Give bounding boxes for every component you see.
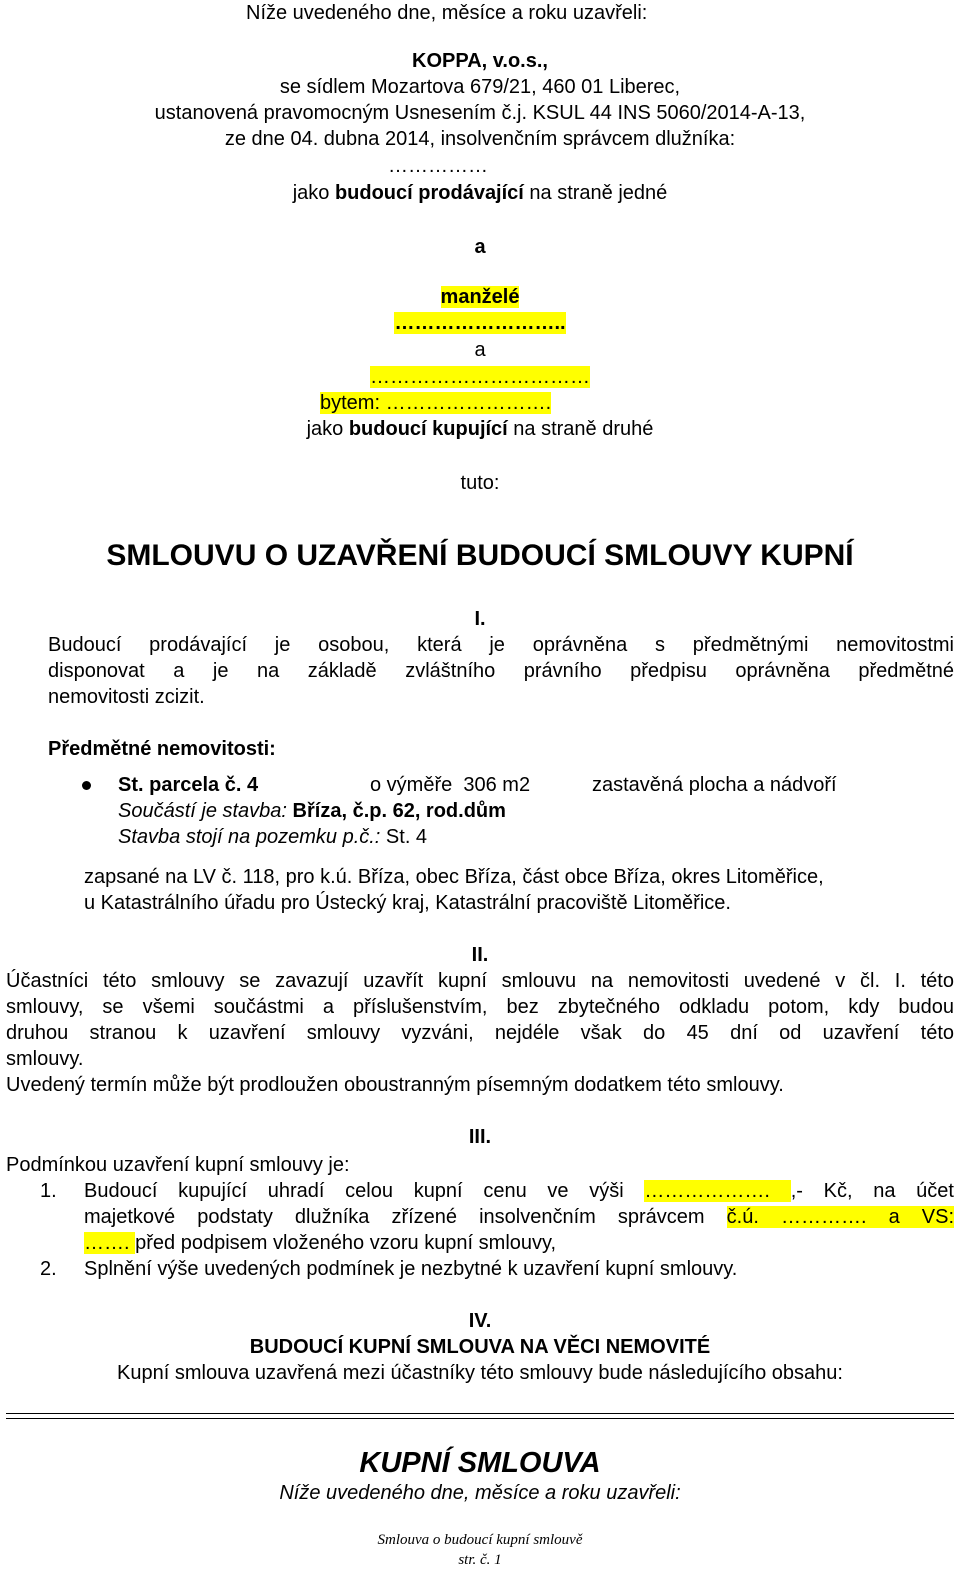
spouse2-blank <box>0 364 960 390</box>
item1-vs-blank: ……. <box>84 1232 136 1254</box>
section-2-line4: smlouvy. <box>6 1048 84 1070</box>
item1-number: 1. <box>40 1180 57 1202</box>
parcel-area: o výměře 306 m2 <box>370 774 531 796</box>
section-4-text: Kupní smlouva uzavřená mezi účastníky této smlouvy bude následujícího obsahu: <box>117 1362 843 1384</box>
registry-line1: zapsané na LV č. 118, pro k.ú. Bříza, obec Bříza, část obce Bříza, okres Litoměřice, <box>84 866 824 888</box>
section-3-heading: III. <box>468 1126 492 1148</box>
buyer-role-bold: budoucí kupující <box>348 418 508 440</box>
item2-number: 2. <box>40 1258 57 1280</box>
buyer-pre: jako <box>306 418 349 440</box>
contract-subtitle: Níže uvedeného dne, měsíce a roku uzavřeli: <box>279 1482 681 1504</box>
party1-date: ze dne 04. dubna 2014, insolvenčním správcem dlužníka: <box>224 128 736 150</box>
stands-label: Stavba stojí na pozemku p.č.: <box>118 826 386 848</box>
section-1-para-line3: nemovitosti zcizit. <box>48 686 205 708</box>
spouses-highlight: manželé <box>440 286 520 308</box>
footer-doc-name: Smlouva o budoucí kupní smlouvě <box>377 1532 583 1548</box>
contract-title: KUPNÍ SMLOUVA <box>359 1447 601 1479</box>
spouse2-highlight: …………………………… <box>370 366 590 388</box>
building-value: Bříza, č.p. 62, rod.dům <box>292 800 506 822</box>
buyer-post: na straně druhé <box>507 418 654 440</box>
seller-post: na straně jedné <box>523 182 668 204</box>
item1-line1 <box>84 1178 954 1204</box>
main-title: SMLOUVU O UZAVŘENÍ BUDOUCÍ SMLOUVY KUPNÍ <box>106 539 854 572</box>
section-1-para-line1: Budoucí prodávající je osobou, která je oprávněna s předmětnými nemovitostmi <box>48 634 954 656</box>
spouse1-blank <box>0 310 960 336</box>
item1-price-blank: ………………. <box>644 1180 791 1202</box>
spouse1-highlight: …………………….. <box>394 312 566 334</box>
section-1-para-line2: disponovat a je na základě zvláštního právního předpisu oprávněna předmětné <box>48 660 954 682</box>
item1-vs-label: a VS: <box>888 1206 955 1228</box>
item1-line3-post: před podpisem vloženého vzoru kupní smlouvy, <box>135 1232 557 1254</box>
spouses-label <box>0 284 960 310</box>
item1-account-blank: …………. <box>780 1206 889 1228</box>
section-2-line5: Uvedený termín může být prodloužen oboustranným písemným dodatkem této smlouvy. <box>6 1074 784 1096</box>
residence-blank: ……………………. <box>385 392 552 414</box>
section-2-line2: smlouvy, se všemi součástmi a příslušenstvím, bez zbytečného odkladu potom, kdy budou <box>6 996 954 1018</box>
item2-text: Splnění výše uvedených podmínek je nezbytné k uzavření kupní smlouvy. <box>84 1258 738 1280</box>
parcel-land-type: zastavěná plocha a nádvoří <box>592 774 837 796</box>
debtor-blank: …………… <box>388 155 488 177</box>
item1-account-label: č.ú. <box>726 1206 781 1228</box>
stands-value: St. 4 <box>385 826 428 848</box>
item1-line3 <box>84 1230 556 1256</box>
building-line <box>118 798 506 824</box>
section-2-heading: II. <box>471 944 489 966</box>
seller-role <box>0 180 960 206</box>
item1-line1-pre: Budoucí kupující uhradí celou kupní cenu ve výši <box>84 1180 645 1202</box>
conjunction-a: a <box>474 236 486 258</box>
item1-line2-pre: majetkové podstaty dlužníka zřízené insolvenčním správcem <box>84 1206 727 1228</box>
section-2-line3: druhou stranou k uzavření smlouvy vyzváni, nejdéle však do 45 dní od uzavření této <box>6 1022 954 1044</box>
parcel-label: St. parcela č. 4 <box>118 774 259 796</box>
section-1-heading: I. <box>474 608 486 630</box>
item1-line1-post: ,- Kč, na účet <box>790 1180 954 1202</box>
tuto-label: tuto: <box>460 472 500 494</box>
bullet-icon <box>82 781 91 790</box>
divider-bottom <box>6 1418 954 1419</box>
section-4-heading: IV. <box>468 1310 492 1332</box>
property-heading: Předmětné nemovitosti: <box>48 738 276 760</box>
seller-pre: jako <box>292 182 335 204</box>
section-3-intro: Podmínkou uzavření kupní smlouvy je: <box>6 1154 350 1176</box>
divider-top <box>6 1413 954 1414</box>
residence-label: bytem: <box>320 392 386 414</box>
party1-seat: se sídlem Mozartova 679/21, 460 01 Liberec, <box>279 76 681 98</box>
conjunction-a-2: a <box>474 339 486 361</box>
residence-line <box>320 390 551 416</box>
footer-page-number: str. č. 1 <box>458 1552 502 1568</box>
party1-name: KOPPA, v.o.s., <box>412 50 548 72</box>
stands-line <box>118 824 427 850</box>
section-2-line1: Účastníci této smlouvy se zavazují uzavřít kupní smlouvu na nemovitosti uvedené v čl. I. této <box>6 970 954 992</box>
registry-line2: u Katastrálního úřadu pro Ústecký kraj, Katastrální pracoviště Litoměřice. <box>84 892 731 914</box>
intro-line: Níže uvedeného dne, měsíce a roku uzavřeli: <box>246 2 648 24</box>
party1-appointment: ustanovená pravomocným Usnesením č.j. KSUL 44 INS 5060/2014-A-13, <box>154 102 806 124</box>
section-4-title: BUDOUCÍ KUPNÍ SMLOUVA NA VĚCI NEMOVITÉ <box>249 1336 711 1358</box>
item1-line2 <box>84 1204 954 1230</box>
buyer-role <box>0 416 960 442</box>
building-label: Součástí je stavba: <box>118 800 293 822</box>
seller-role-bold: budoucí prodávající <box>334 182 524 204</box>
